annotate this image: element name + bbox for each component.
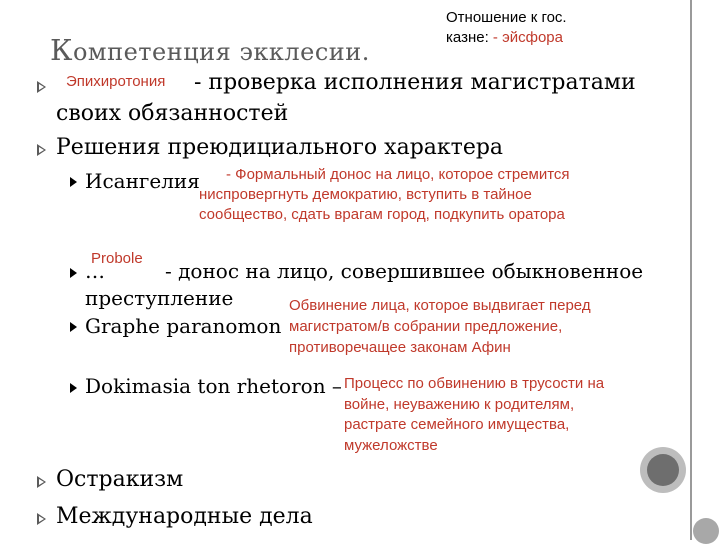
slide-title: Компетенция экклесии.	[50, 33, 370, 67]
note-treasury: Отношение к гос. казне: - эйсфора	[446, 9, 567, 46]
text-dokimasia: Dokimasia ton rhetoron –	[85, 374, 342, 398]
text-epicheirotonia-1: - проверка исполнения магистратами	[194, 70, 636, 95]
text-probole-2: преступление	[85, 286, 234, 310]
bullet-arrow-icon	[37, 476, 46, 488]
slide-frame-line	[690, 0, 692, 540]
text-international: Международные дела	[56, 504, 313, 529]
sub-bullet-arrow-icon	[70, 383, 77, 393]
decorative-circle-large	[640, 447, 686, 493]
sub-bullet-arrow-icon	[70, 268, 77, 278]
bullet-arrow-icon	[37, 81, 46, 93]
bullet-arrow-icon	[37, 144, 46, 156]
label-epicheirotonia: Эпихиротония	[66, 73, 166, 90]
text-probole-ellipsis: …	[85, 259, 105, 283]
decorative-circle-small	[693, 518, 719, 544]
note-graphe: Обвинение лица, которое выдвигает перед магистратом/в собрании предложение, противоречащее законам Афин	[289, 297, 591, 356]
text-graphe: Graphe paranomon	[85, 314, 282, 338]
bullet-arrow-icon	[37, 513, 46, 525]
sub-bullet-arrow-icon	[70, 177, 77, 187]
label-probole: Probole	[91, 250, 143, 267]
note-dokimasia: Процесс по обвинению в трусости на войне, неуважению к родителям, растрате семейного имущества, мужеложстве	[344, 375, 605, 454]
text-epicheirotonia-2: своих обязанностей	[56, 101, 289, 126]
text-probole-1: - донос на лицо, совершившее обыкновенное	[165, 259, 644, 283]
sub-bullet-arrow-icon	[70, 322, 77, 332]
text-ostracism: Остракизм	[56, 467, 184, 492]
text-prejudicial: Решения преюдициального характера	[56, 135, 504, 160]
text-isangelia: Исангелия	[85, 169, 200, 193]
note-isangelia: - Формальный донос на лицо, которое стремится ниспровергнуть демократию, вступить в тайное сообщество, сдать врагам город, подкупить оратора	[199, 166, 570, 223]
